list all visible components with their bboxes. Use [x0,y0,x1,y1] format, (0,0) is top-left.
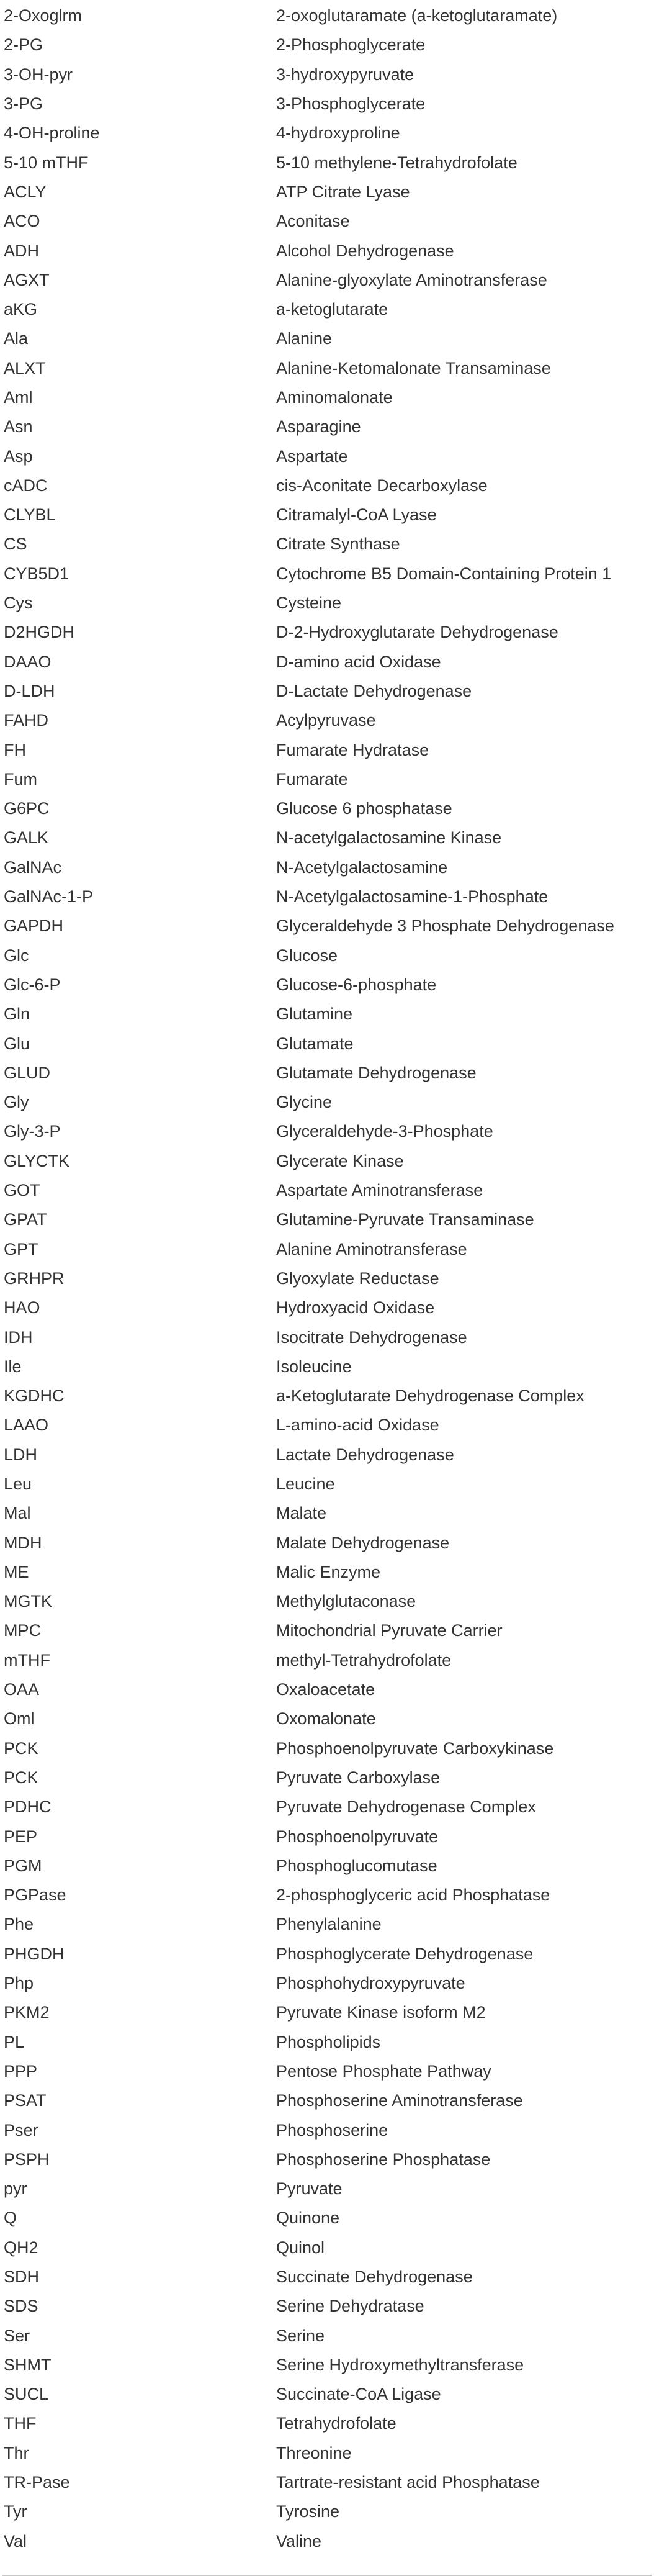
table-row [0,1059,654,1088]
abbreviation-cell: MGTK [4,1592,52,1611]
definition-cell: Aspartate Aminotransferase [276,1181,483,1200]
table-row [0,530,654,559]
table-row [0,1499,654,1528]
abbreviation-cell: SHMT [4,2355,52,2374]
definition-cell: Cytochrome B5 Domain-Containing Protein 1 [276,564,612,583]
table-row [0,412,654,441]
definition-cell: Aspartate [276,446,348,466]
table-row [0,1528,654,1557]
definition-cell: Malate Dehydrogenase [276,1533,450,1552]
abbreviation-cell: PDHC [4,1797,52,1817]
definition-cell: methyl-Tetrahydrofolate [276,1650,452,1670]
abbreviation-cell: 4-OH-proline [4,124,100,143]
definition-cell: Alcohol Dehydrogenase [276,241,454,260]
table-row [0,500,654,530]
abbreviation-cell: Phe [4,1915,34,1934]
table-row [0,1587,654,1616]
definition-cell: N-acetylgalactosamine Kinase [276,828,502,847]
definition-cell: Malate [276,1504,327,1523]
table-row [0,30,654,60]
abbreviation-cell: aKG [4,300,38,319]
abbreviation-cell: Mal [4,1504,31,1523]
table-row [0,324,654,353]
abbreviation-cell: PSAT [4,2091,47,2110]
abbreviation-cell: ACLY [4,182,47,201]
abbreviation-cell: Val [4,2531,27,2551]
table-row [0,911,654,941]
definition-cell: Leucine [276,1474,335,1493]
definition-cell: D-2-Hydroxyglutarate Dehydrogenase [276,623,558,642]
table-row [0,1322,654,1352]
abbreviation-cell: Thr [4,2443,29,2462]
table-row [0,1792,654,1822]
definition-cell: 4-hydroxyproline [276,124,400,143]
definition-cell: Tyrosine [276,2502,340,2521]
table-row [0,2439,654,2468]
abbreviation-cell: GPT [4,1239,38,1259]
abbreviation-cell: PCK [4,1768,38,1787]
abbreviation-cell: Ala [4,329,29,348]
table-row [0,1646,654,1675]
abbreviation-cell: CLYBL [4,505,56,525]
abbreviation-cell: ALXT [4,358,46,377]
definition-cell: Glyceraldehyde-3-Phosphate [276,1122,493,1141]
table-row [0,1147,654,1176]
abbreviation-cell: 3-PG [4,94,43,114]
definition-cell: Glucose [276,946,338,965]
definition-cell: Methylglutaconase [276,1592,416,1611]
table-row [0,2233,654,2262]
abbreviation-cell: Asn [4,417,33,436]
table-row [0,60,654,89]
definition-cell: Hydroxyacid Oxidase [276,1298,435,1317]
table-row [0,2321,654,2350]
table-row [0,266,654,295]
definition-cell: D-Lactate Dehydrogenase [276,681,472,700]
abbreviation-cell: mTHF [4,1650,50,1670]
table-row [0,1293,654,1322]
table-row [0,2174,654,2203]
definition-cell: Glyceraldehyde 3 Phosphate Dehydrogenase [276,916,614,936]
definition-cell: Asparagine [276,417,361,436]
abbreviation-cell: D-LDH [4,681,55,700]
abbreviation-cell: PPP [4,2061,38,2081]
definition-cell: Pentose Phosphate Pathway [276,2061,491,2081]
abbreviation-cell: Glc [4,946,29,965]
definition-cell: a-ketoglutarate [276,300,388,319]
definition-cell: Phosphoserine Phosphatase [276,2149,491,2169]
definition-cell: Oxomalonate [276,1709,376,1729]
abbreviation-cell: PSPH [4,2149,50,2169]
table-row [0,618,654,647]
definition-cell: Tartrate-resistant acid Phosphatase [276,2473,540,2492]
table-row [0,2057,654,2086]
table-row [0,441,654,471]
abbreviation-cell: D2HGDH [4,623,75,642]
abbreviation-cell: Ser [4,2326,30,2345]
abbreviation-cell: PHGDH [4,1944,65,1963]
definition-cell: Cysteine [276,594,342,613]
abbreviation-cell: Gly-3-P [4,1122,61,1141]
table-row [0,648,654,677]
table-row [0,2409,654,2438]
definition-cell: 2-phosphoglyceric acid Phosphatase [276,1886,550,1905]
abbreviation-cell: CS [4,535,27,554]
abbreviation-cell: KGDHC [4,1386,65,1406]
definition-cell: D-amino acid Oxidase [276,652,441,671]
table-row [0,119,654,148]
abbreviation-cell: GalNAc [4,857,62,877]
abbreviation-cell: Fum [4,769,37,789]
table-row [0,2292,654,2321]
definition-cell: Phosphoglycerate Dehydrogenase [276,1944,534,1963]
definition-cell: Pyruvate Dehydrogenase Complex [276,1797,536,1817]
abbreviation-cell: Tyr [4,2502,27,2521]
abbreviation-cell: Glu [4,1034,30,1053]
definition-cell: Phosphoserine Aminotransferase [276,2091,523,2110]
table-row [0,2027,654,2056]
abbreviation-cell: LAAO [4,1416,49,1435]
definition-cell: 5-10 methylene-Tetrahydrofolate [276,153,517,172]
abbreviation-cell: Leu [4,1474,32,1493]
table-row [0,1440,654,1470]
definition-cell: Serine Dehydratase [276,2297,424,2316]
abbreviation-cell: HAO [4,1298,40,1317]
abbreviation-cell: ACO [4,212,40,231]
table-row [0,89,654,119]
table-row [0,1558,654,1587]
abbreviation-cell: IDH [4,1327,33,1347]
definition-cell: Mitochondrial Pyruvate Carrier [276,1621,503,1640]
abbreviation-cell: GOT [4,1181,40,1200]
abbreviation-cell: FH [4,740,26,759]
abbreviation-cell: cADC [4,476,48,495]
definition-cell: Phosphoenolpyruvate [276,1827,439,1846]
table-row [0,970,654,1000]
abbreviation-cell: SUCL [4,2385,49,2404]
table-row [0,236,654,265]
abbreviation-cell: THF [4,2414,37,2433]
definition-cell: Glycine [276,1093,333,1112]
table-row [0,1000,654,1029]
abbreviation-cell: Asp [4,446,33,466]
table-row [0,941,654,970]
table-row [0,1088,654,1117]
table-row [0,1234,654,1263]
abbreviation-cell: GalNAc-1-P [4,887,94,906]
definition-cell: Phosphoserine [276,2120,388,2140]
abbreviation-cell: PCK [4,1738,38,1758]
definition-cell: Glutamine-Pyruvate Transaminase [276,1210,534,1229]
definition-cell: Acylpyruvase [276,711,376,730]
definition-cell: Phosphoglucomutase [276,1856,437,1875]
table-row [0,2351,654,2380]
definition-cell: Phospholipids [276,2032,381,2051]
abbreviation-cell: Gly [4,1093,29,1112]
abbreviation-cell: GPAT [4,1210,47,1229]
abbreviation-cell: Php [4,1974,34,1993]
definition-cell: N-Acetylgalactosamine [276,857,448,877]
abbreviation-cell: G6PC [4,799,50,818]
table-row [0,354,654,383]
table-row [0,1822,654,1851]
definition-cell: Serine [276,2326,325,2345]
table-row [0,2380,654,2409]
definition-cell: ATP Citrate Lyase [276,182,410,201]
table-row [0,1675,654,1704]
abbreviation-cell: MDH [4,1533,42,1552]
abbreviation-cell: OAA [4,1680,40,1699]
definition-cell: 3-hydroxypyruvate [276,65,414,84]
abbreviation-cell: AGXT [4,270,50,289]
abbreviation-cell: Q [4,2208,17,2228]
abbreviation-cell: QH2 [4,2238,38,2257]
definition-cell: Aconitase [276,212,350,231]
table-row [0,207,654,236]
abbreviation-cell: MPC [4,1621,41,1640]
abbreviation-cell: Aml [4,388,33,407]
table-row [0,677,654,706]
abbreviation-cell: GALK [4,828,49,847]
table-row [0,2527,654,2556]
definition-cell: Alanine [276,329,333,348]
definition-cell: Fumarate [276,769,348,789]
definition-cell: cis-Aconitate Decarboxylase [276,476,488,495]
definition-cell: Glutamine [276,1005,353,1024]
table-row [0,1851,654,1881]
table-row [0,1029,654,1058]
definition-cell: Phosphohydroxypyruvate [276,1974,465,1993]
abbreviation-cell: GRHPR [4,1268,65,1288]
table-row [0,2145,654,2174]
table-row [0,1763,654,1792]
definition-cell: Aminomalonate [276,388,393,407]
abbreviation-cell: 3-OH-pyr [4,65,73,84]
abbreviation-cell: ME [4,1562,29,1581]
table-row [0,1205,654,1234]
table-row [0,1264,654,1293]
table-row [0,589,654,618]
abbreviation-cell: Ile [4,1357,22,1376]
definition-cell: Lactate Dehydrogenase [276,1445,454,1464]
definition-cell: L-amino-acid Oxidase [276,1416,439,1435]
abbreviation-cell: 5-10 mTHF [4,153,89,172]
table-row [0,1969,654,1998]
definition-cell: Glycerate Kinase [276,1151,404,1170]
table-row [0,823,654,852]
definition-cell: Serine Hydroxymethyltransferase [276,2355,524,2374]
table-row [0,1910,654,1939]
definition-cell: 2-Phosphoglycerate [276,35,426,55]
definition-cell: 3-Phosphoglycerate [276,94,426,114]
table-row [0,882,654,911]
definition-cell: Alanine Aminotransferase [276,1239,467,1259]
abbreviation-cell: Oml [4,1709,35,1729]
definition-cell: Glucose-6-phosphate [276,975,437,994]
definition-cell: Pyruvate [276,2179,343,2199]
definition-cell: Pyruvate Kinase isoform M2 [276,2003,486,2022]
table-row [0,2115,654,2144]
abbreviation-cell: Pser [4,2120,38,2140]
table-row [0,1411,654,1440]
definition-cell: a-Ketoglutarate Dehydrogenase Complex [276,1386,585,1406]
abbreviation-cell: DAAO [4,652,52,671]
abbreviation-cell: Cys [4,594,33,613]
abbreviation-cell: FAHD [4,711,49,730]
abbreviation-cell: PGPase [4,1886,66,1905]
definition-cell: Glyoxylate Reductase [276,1268,439,1288]
definition-cell: N-Acetylgalactosamine-1-Phosphate [276,887,549,906]
abbreviation-cell: PGM [4,1856,42,1875]
table-row [0,2086,654,2115]
table-row [0,1881,654,1910]
definition-cell: Alanine-Ketomalonate Transaminase [276,358,551,377]
definition-cell: 2-oxoglutaramate (a-ketoglutaramate) [276,6,558,25]
abbreviation-cell: Glc-6-P [4,975,61,994]
definition-cell: Succinate Dehydrogenase [276,2267,473,2286]
definition-cell: Citramalyl-CoA Lyase [276,505,437,525]
table-row [0,471,654,500]
table-row [0,1117,654,1146]
abbreviation-cell: 2-Oxoglrm [4,6,83,25]
table-row [0,2203,654,2233]
table-row [0,148,654,177]
table-row [0,178,654,207]
definition-cell: Glutamate Dehydrogenase [276,1063,477,1082]
definition-cell: Phosphoenolpyruvate Carboxykinase [276,1738,554,1758]
abbreviation-cell: pyr [4,2179,27,2199]
table-row [0,706,654,735]
definition-cell: Glutamate [276,1034,354,1053]
table-row [0,1616,654,1645]
abbreviation-cell: LDH [4,1445,38,1464]
abbreviation-cell: SDS [4,2297,38,2316]
abbreviation-cell: Gln [4,1005,30,1024]
table-row [0,1998,654,2027]
definition-cell: Fumarate Hydratase [276,740,429,759]
definition-cell: Oxaloacetate [276,1680,375,1699]
table-row [0,2468,654,2497]
abbreviation-cell: SDH [4,2267,40,2286]
definition-cell: Glucose 6 phosphatase [276,799,452,818]
table-row [0,2262,654,2292]
table-row [0,1470,654,1499]
abbreviation-cell: GLUD [4,1063,51,1082]
abbreviation-cell: CYB5D1 [4,564,69,583]
table-row [0,1704,654,1733]
definition-cell: Tetrahydrofolate [276,2414,396,2433]
abbreviation-cell: PEP [4,1827,38,1846]
definition-cell: Citrate Synthase [276,535,400,554]
definition-cell: Malic Enzyme [276,1562,381,1581]
definition-cell: Threonine [276,2443,352,2462]
table-row [0,765,654,794]
table-row [0,1381,654,1411]
definition-cell: Alanine-glyoxylate Aminotransferase [276,270,547,289]
table-row [0,1352,654,1381]
definition-cell: Quinone [276,2208,340,2228]
table-row [0,1,654,30]
table-row [0,1734,654,1763]
definition-cell: Pyruvate Carboxylase [276,1768,441,1787]
abbreviation-cell: PKM2 [4,2003,50,2022]
table-row [0,1940,654,1969]
abbreviation-cell: GAPDH [4,916,64,936]
table-row [0,1176,654,1205]
table-row [0,383,654,412]
abbreviation-cell: TR-Pase [4,2473,70,2492]
abbreviation-cell: 2-PG [4,35,43,55]
table-row [0,559,654,589]
table-row [0,735,654,764]
definition-cell: Valine [276,2531,322,2551]
definition-cell: Phenylalanine [276,1915,382,1934]
abbreviation-cell: GLYCTK [4,1151,70,1170]
definition-cell: Succinate-CoA Ligase [276,2385,441,2404]
abbreviation-cell: ADH [4,241,40,260]
table-row [0,853,654,882]
definition-cell: Quinol [276,2238,325,2257]
definition-cell: Isoleucine [276,1357,352,1376]
definition-cell: Isocitrate Dehydrogenase [276,1327,467,1347]
table-row [0,2497,654,2526]
table-row [0,295,654,324]
table-row [0,794,654,823]
abbreviation-cell: PL [4,2032,25,2051]
